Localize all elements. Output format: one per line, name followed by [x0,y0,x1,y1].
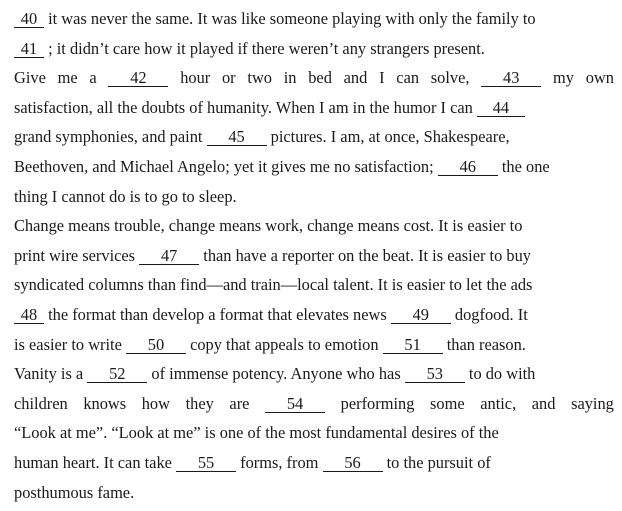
answer-blank: 42 [108,69,168,87]
answer-blank: 43 [481,69,541,87]
text-line [14,4,614,34]
text-line [14,300,614,330]
answer-blank: 47 [139,247,199,265]
text-segment: it was never the same. It was like someone playing with only the family to [44,9,536,28]
answer-blank: 50 [126,336,186,354]
text-segment: print wire services [14,245,140,265]
text-line [14,63,614,93]
text-segment: Beethoven, and Michael Angelo; yet it gives me no satisfaction; [14,156,438,176]
answer-blank: 52 [87,365,147,383]
answer-blank: 56 [323,454,383,472]
answer-blank: 48 [14,306,44,324]
text-segment: hour [180,68,211,88]
text-segment: children [14,393,68,413]
text-line [14,122,614,152]
answer-blank: 41 [14,40,44,58]
text-segment: the format than develop a format that elevates news [44,304,391,324]
text-segment: they [185,393,214,413]
answer-blank: 53 [405,365,465,383]
text-segment: the one [497,156,550,176]
text-segment: Vanity is a [14,364,88,384]
text-segment: me [57,68,78,88]
text-segment: syndicated columns than find—and train—local talent. It is easier to let the ads [14,275,533,295]
text-segment: is easier to write [14,334,126,354]
answer-blank: 44 [477,99,525,117]
text-line [14,34,614,64]
text-segment: than reason. [442,334,526,354]
text-line [14,241,614,271]
answer-blank: 51 [383,336,443,354]
text-segment: own [585,68,614,88]
text-segment: “Look at me”. “Look at me” is one of the most fundamental desires of the [14,423,499,443]
passage-text [14,4,614,507]
text-segment: how [141,393,170,413]
text-segment: Change means trouble, change means work, change means cost. It is easier to [14,216,523,236]
text-segment: ; it didn’t care how it played if there weren’t any strangers present. [44,38,485,58]
text-segment: antic, [480,393,517,413]
text-line [14,418,614,448]
text-segment: bed [308,68,332,88]
text-line [14,478,614,508]
text-segment: my [553,68,574,88]
text-segment: some [430,393,465,413]
text-segment: than have a reporter on the beat. It is easier to buy [199,245,531,265]
text-line [14,330,614,360]
text-segment: of immense potency. Anyone who has [147,364,405,384]
text-segment: knows [83,393,127,413]
text-segment: grand symphonies, and paint [14,127,207,147]
text-segment: and [531,393,556,413]
answer-blank: 54 [265,395,325,413]
text-segment: saying [571,393,614,413]
text-segment: forms, from [236,452,323,472]
text-segment: Give [14,68,46,88]
text-segment: a [89,68,97,88]
text-segment: pictures. I am, at once, Shakespeare, [266,127,510,147]
text-segment: to do with [464,364,536,384]
answer-blank: 46 [438,158,498,176]
text-line [14,389,614,419]
text-segment: human heart. It can take [14,452,177,472]
text-segment: and [343,68,368,88]
text-segment: performing [340,393,415,413]
text-segment: dogfood. It [450,304,528,324]
text-segment: copy that appeals to emotion [185,334,383,354]
text-segment: posthumous fame. [14,482,135,502]
text-segment: are [229,393,250,413]
answer-blank: 55 [176,454,236,472]
text-line [14,448,614,478]
answer-blank: 45 [207,128,267,146]
text-line [14,93,614,123]
text-segment: two [247,68,272,88]
text-segment: in [283,68,297,88]
text-segment: to the pursuit of [382,452,491,472]
text-line [14,182,614,212]
text-segment: can [396,68,420,88]
text-segment: solve, [430,68,470,88]
text-segment: I [379,68,385,88]
text-segment: thing I cannot do is to go to sleep. [14,186,237,206]
text-line [14,359,614,389]
text-segment: or [221,68,236,88]
text-segment: satisfaction, all the doubts of humanity. When I am in the humor I can [14,97,477,117]
text-line [14,211,614,241]
text-line [14,152,614,182]
answer-blank: 49 [391,306,451,324]
text-line [14,270,614,300]
answer-blank: 40 [14,10,44,28]
